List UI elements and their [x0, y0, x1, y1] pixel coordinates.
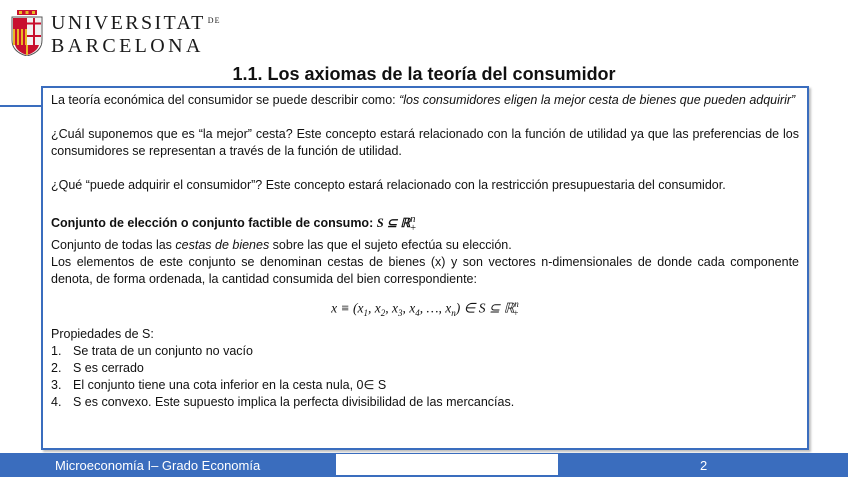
- set-def-suffix: sobre las que el sujeto efectúa su elección.: [269, 237, 512, 252]
- set-def-italic: cestas de bienes: [175, 237, 270, 252]
- title-rule: [0, 105, 44, 107]
- content-box: [41, 86, 809, 450]
- property-item: 3. El conjunto tiene una cota inferior en la cesta nula, 0∈ S: [51, 377, 387, 392]
- paragraph-affordable: ¿Qué “puede adquirir el consumidor”? Este concepto estará relacionado con la restricción presupuestaria del consumidor.: [51, 178, 726, 192]
- slide-title: 1.1. Los axiomas de la teoría del consumidor: [232, 64, 616, 84]
- set-heading-math: S ⊆ ℝ$^n_+$: [376, 214, 417, 234]
- property-item: 1. Se trata de un conjunto no vacío: [51, 343, 253, 358]
- footer-course: Microeconomía I– Grado Economía: [55, 458, 261, 473]
- logo-line2: BARCELONA: [51, 35, 204, 57]
- university-shield-icon: [10, 10, 44, 56]
- properties-list: [51, 343, 799, 411]
- paragraph-best-basket: ¿Cuál suponemos que es “la mejor” cesta? Este concepto estará relacionado con la función de utilidad ya que las preferencias de los consumidores se representan a través de la función de utilidad.: [51, 127, 799, 158]
- paragraph-definition: [51, 92, 799, 109]
- content-body: [51, 92, 799, 411]
- properties-heading: Propiedades de S:: [51, 326, 154, 341]
- definition-quote: “los consumidores eligen la mejor cesta de bienes que pueden adquirir”: [399, 93, 796, 107]
- set-definition: [51, 237, 799, 254]
- university-name: [51, 12, 221, 57]
- footer-blank-box: [336, 454, 558, 475]
- logo-de: DE: [207, 16, 221, 25]
- property-item: 4. S es convexo. Este supuesto implica la perfecta divisibilidad de las mercancías.: [51, 394, 515, 409]
- page-number: 2: [700, 458, 708, 473]
- definition-text: La teoría económica del consumidor se puede describir como:: [51, 93, 400, 107]
- set-elements: Los elementos de este conjunto se denominan cestas de bienes (x) y son vectores n-dimensionales de donde cada componente denota, de forma ordenada, la cantidad consumida del bien correspondiente:: [51, 254, 799, 286]
- set-heading: [51, 211, 799, 237]
- university-logo: [10, 10, 221, 58]
- set-def-prefix: Conjunto de todas las: [51, 237, 176, 252]
- property-item: 2. S es cerrado: [51, 360, 144, 375]
- basket-formula: $x \equiv (x_1$, $x_2$, $x_3$, $x_4$, …, $x_n$) ∈ S ⊆ ℝ$^n_+$: [331, 298, 519, 318]
- set-heading-text: Conjunto de elección o conjunto factible de consumo:: [51, 216, 377, 231]
- logo-line1: UNIVERSITAT: [51, 12, 206, 34]
- footer-bar: [0, 453, 848, 477]
